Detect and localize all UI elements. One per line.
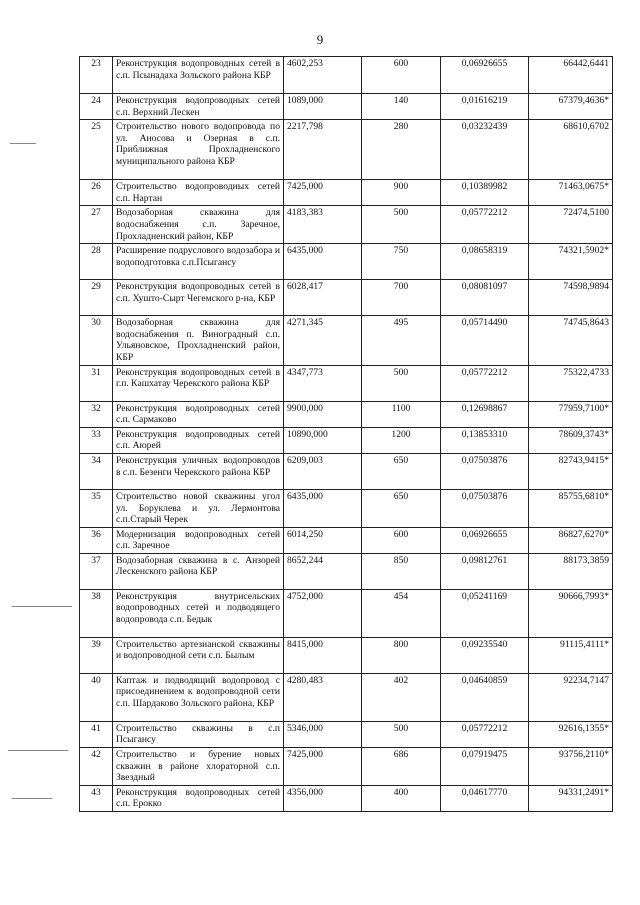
scan-mark	[12, 798, 52, 799]
project-ratio: 0,05714490	[441, 316, 529, 365]
project-ratio: 0,01616219	[441, 94, 529, 120]
table-row	[80, 401, 613, 427]
cumulative-value: 66442,6441	[529, 57, 613, 94]
table-row	[80, 427, 613, 453]
project-capacity: 686	[362, 748, 441, 786]
project-capacity: 1200	[362, 427, 441, 453]
row-number: 27	[80, 206, 113, 244]
cumulative-value: 91115,4111*	[529, 637, 613, 673]
cumulative-value: 94331,2491*	[529, 785, 613, 811]
project-cost: 6028,417	[284, 280, 362, 316]
project-ratio: 0,09235540	[441, 637, 529, 673]
project-ratio: 0,05772212	[441, 365, 529, 401]
project-ratio: 0,08081097	[441, 280, 529, 316]
cumulative-value: 68610,6702	[529, 120, 613, 180]
project-name: Строительство скважины в с.п Псыгансу	[113, 721, 284, 747]
project-name: Реконструкция водопроводных сетей с.п. Верхний Лескен	[113, 94, 284, 120]
project-cost: 9900,000	[284, 401, 362, 427]
table-row	[80, 637, 613, 673]
project-capacity: 600	[362, 57, 441, 94]
project-name: Строительство нового водопровода по ул. Аносова и Озерная в с.п. Приближная Прохладненского муниципального района КБР	[113, 120, 284, 180]
project-name: Строительство водопроводных сетей с.п. Нартан	[113, 180, 284, 206]
project-cost: 2217,798	[284, 120, 362, 180]
cumulative-value: 74321,5902*	[529, 244, 613, 280]
row-number: 37	[80, 553, 113, 589]
project-name: Реконструкция водопроводных сетей с.п. Аюрей	[113, 427, 284, 453]
row-number: 34	[80, 453, 113, 489]
project-capacity: 650	[362, 453, 441, 489]
project-cost: 1089,000	[284, 94, 362, 120]
table-row	[80, 180, 613, 206]
project-cost: 6014,250	[284, 527, 362, 553]
project-name: Каптаж и подводящий водопровод с присоединением к водопроводной сети с.п. Шардаково Зольского района, КБР	[113, 673, 284, 721]
project-cost: 7425,000	[284, 180, 362, 206]
table-row	[80, 785, 613, 811]
table-row	[80, 673, 613, 721]
row-number: 29	[80, 280, 113, 316]
table-row	[80, 94, 613, 120]
row-number: 25	[80, 120, 113, 180]
row-number: 39	[80, 637, 113, 673]
project-name: Реконструкция водопроводных сетей в с.п. Псынадаха Зольского района КБР	[113, 57, 284, 94]
row-number: 42	[80, 748, 113, 786]
projects-table	[79, 56, 613, 812]
project-name: Реконструкция водопроводных сетей с.п. Сармаково	[113, 401, 284, 427]
table-row	[80, 748, 613, 786]
project-name: Строительство новой скважины угол ул. Боруклева и ул. Лермонтова с.п.Старый Черек	[113, 489, 284, 527]
table-row	[80, 553, 613, 589]
row-number: 23	[80, 57, 113, 94]
scan-mark	[10, 143, 36, 144]
project-cost: 6435,000	[284, 489, 362, 527]
project-capacity: 140	[362, 94, 441, 120]
row-number: 41	[80, 721, 113, 747]
project-capacity: 1100	[362, 401, 441, 427]
cumulative-value: 82743,9415*	[529, 453, 613, 489]
table-body	[80, 57, 613, 812]
row-number: 32	[80, 401, 113, 427]
row-number: 40	[80, 673, 113, 721]
project-name: Строительство артезианской скважины и водопроводной сети с.п. Былым	[113, 637, 284, 673]
project-name: Расширение подруслового водозабора и водоподготовка с.п.Псыгансу	[113, 244, 284, 280]
project-ratio: 0,04640859	[441, 673, 529, 721]
project-cost: 6209,003	[284, 453, 362, 489]
table-row	[80, 244, 613, 280]
project-name: Реконструкция водопроводных сетей с.п. Ерокко	[113, 785, 284, 811]
project-capacity: 750	[362, 244, 441, 280]
project-name: Водозаборная скважина для водоснабжения п. Виноградный с.п. Ульяновское, Прохладненский район, КБР	[113, 316, 284, 365]
row-number: 31	[80, 365, 113, 401]
table-row	[80, 489, 613, 527]
project-ratio: 0,08658319	[441, 244, 529, 280]
project-ratio: 0,05772212	[441, 721, 529, 747]
table-row	[80, 280, 613, 316]
project-ratio: 0,07503876	[441, 453, 529, 489]
cumulative-value: 92616,1355*	[529, 721, 613, 747]
cumulative-value: 71463,0675*	[529, 180, 613, 206]
cumulative-value: 74745,8643	[529, 316, 613, 365]
project-capacity: 850	[362, 553, 441, 589]
project-ratio: 0,13853310	[441, 427, 529, 453]
project-capacity: 900	[362, 180, 441, 206]
project-ratio: 0,06926655	[441, 57, 529, 94]
project-cost: 5346,000	[284, 721, 362, 747]
project-capacity: 500	[362, 206, 441, 244]
project-capacity: 500	[362, 721, 441, 747]
project-cost: 4347,773	[284, 365, 362, 401]
project-cost: 6435,000	[284, 244, 362, 280]
project-ratio: 0,04617770	[441, 785, 529, 811]
project-capacity: 800	[362, 637, 441, 673]
cumulative-value: 88173,3859	[529, 553, 613, 589]
project-capacity: 500	[362, 365, 441, 401]
project-ratio: 0,05241169	[441, 589, 529, 637]
cumulative-value: 78609,3743*	[529, 427, 613, 453]
row-number: 26	[80, 180, 113, 206]
project-capacity: 700	[362, 280, 441, 316]
project-ratio: 0,06926655	[441, 527, 529, 553]
project-capacity: 495	[362, 316, 441, 365]
table-row	[80, 453, 613, 489]
project-capacity: 600	[362, 527, 441, 553]
project-name: Водозаборная скважина для водоснабжения с.п. Заречное, Прохладненский район, КБР	[113, 206, 284, 244]
project-ratio: 0,03232439	[441, 120, 529, 180]
project-name: Строительство и бурение новых скважин в районе хлораторной с.п. Звездный	[113, 748, 284, 786]
page-number: 9	[316, 32, 324, 47]
project-name: Реконструкция внутрисельских водопроводных сетей и подводящего водопровода с.п. Бедык	[113, 589, 284, 637]
project-name: Модернизация водопроводных сетей с.п. Заречное	[113, 527, 284, 553]
project-ratio: 0,07503876	[441, 489, 529, 527]
project-cost: 7425,000	[284, 748, 362, 786]
project-ratio: 0,10389982	[441, 180, 529, 206]
project-capacity: 650	[362, 489, 441, 527]
project-cost: 8415,000	[284, 637, 362, 673]
row-number: 38	[80, 589, 113, 637]
cumulative-value: 85755,6810*	[529, 489, 613, 527]
row-number: 30	[80, 316, 113, 365]
cumulative-value: 72474,5100	[529, 206, 613, 244]
cumulative-value: 93756,2110*	[529, 748, 613, 786]
table-row	[80, 365, 613, 401]
project-capacity: 402	[362, 673, 441, 721]
project-name: Водозаборная скважина в с. Анзорей Лескенского района КБР	[113, 553, 284, 589]
table-row	[80, 721, 613, 747]
project-cost: 4271,345	[284, 316, 362, 365]
project-ratio: 0,09812761	[441, 553, 529, 589]
project-ratio: 0,07919475	[441, 748, 529, 786]
project-cost: 4356,000	[284, 785, 362, 811]
table-row	[80, 57, 613, 94]
cumulative-value: 90666,7993*	[529, 589, 613, 637]
cumulative-value: 67379,4636*	[529, 94, 613, 120]
project-capacity: 454	[362, 589, 441, 637]
cumulative-value: 77959,7100*	[529, 401, 613, 427]
row-number: 33	[80, 427, 113, 453]
project-cost: 4183,383	[284, 206, 362, 244]
table-row	[80, 120, 613, 180]
project-name: Реконструкция уличных водопроводов в с.п. Безенги Черекского района КБР	[113, 453, 284, 489]
row-number: 36	[80, 527, 113, 553]
cumulative-value: 75322,4733	[529, 365, 613, 401]
project-name: Реконструкция водопроводных сетей в с.п. Хушто-Сырт Чегемского р-на, КБР	[113, 280, 284, 316]
row-number: 35	[80, 489, 113, 527]
cumulative-value: 86827,6270*	[529, 527, 613, 553]
table-row	[80, 527, 613, 553]
row-number: 28	[80, 244, 113, 280]
table-row	[80, 316, 613, 365]
project-cost: 8652,244	[284, 553, 362, 589]
project-ratio: 0,05772212	[441, 206, 529, 244]
project-cost: 4752,000	[284, 589, 362, 637]
table-row	[80, 206, 613, 244]
scan-mark	[12, 606, 72, 607]
scan-mark	[8, 750, 68, 751]
project-cost: 4602,253	[284, 57, 362, 94]
table-row	[80, 589, 613, 637]
cumulative-value: 92234,7147	[529, 673, 613, 721]
project-cost: 10890,000	[284, 427, 362, 453]
project-cost: 4280,483	[284, 673, 362, 721]
row-number: 43	[80, 785, 113, 811]
project-capacity: 280	[362, 120, 441, 180]
cumulative-value: 74598,9894	[529, 280, 613, 316]
project-ratio: 0,12698867	[441, 401, 529, 427]
project-capacity: 400	[362, 785, 441, 811]
row-number: 24	[80, 94, 113, 120]
project-name: Реконструкция водопроводных сетей в г.п. Кашхатау Черекского района КБР	[113, 365, 284, 401]
